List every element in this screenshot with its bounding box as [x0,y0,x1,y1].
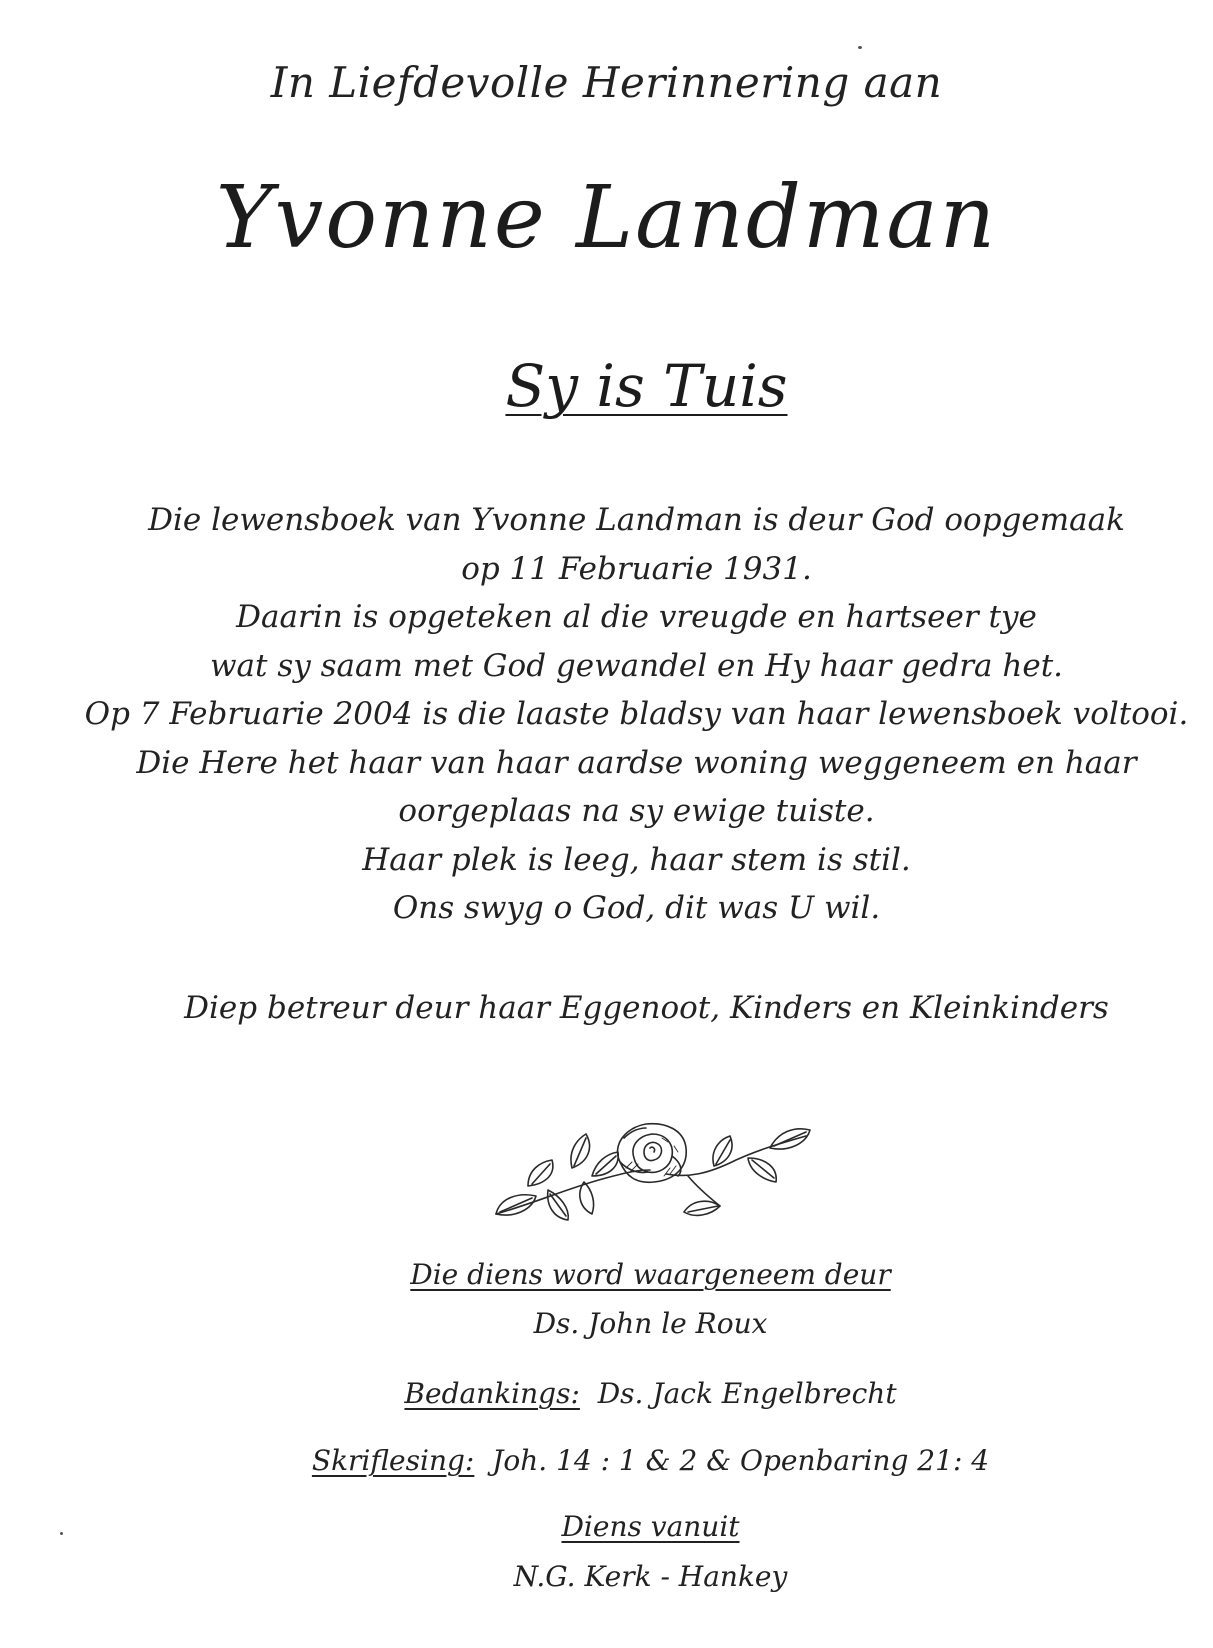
poem-line: Op 7 Februarie 2004 is die laaste bladsy van haar lewensboek voltooi. [84,696,1189,732]
subtitle-text: Sy is Tuis [505,352,788,420]
service-venue: N.G. Kerk - Hankey [513,1560,788,1593]
scan-speck [858,46,862,49]
poem-line: wat sy saam met God gewandel en Hy haar gedra het. [209,647,1063,684]
thanks-value: Ds. Jack Engelbrecht [597,1377,897,1410]
poem-line: op 11 Februarie 1931. [461,550,812,587]
mourners-line: Diep betreur deur haar Eggenoot, Kinders en Kleinkinders [184,990,1109,1026]
service-reading [44,1444,1213,1477]
reading-value: Joh. 14 : 1 & 2 & Openbaring 21: 4 [492,1444,990,1477]
poem-line: oorgeplaas na sy ewige tuiste. [398,793,875,829]
poem-line: Ons swyg o God, dit was U wil. [392,890,881,926]
deceased-name: Yvonne Landman [215,168,998,268]
thanks-label: Bedankings: [404,1377,580,1410]
service-venue-label [44,1510,1213,1543]
subtitle [40,352,1213,420]
rose-icon [488,1118,820,1230]
poem-line: Daarin is opgeteken al die vreugde en hartseer tye [236,599,1037,635]
venue-label-text: Diens vanuit [561,1510,740,1543]
poem-line: Die lewensboek van Yvonne Landman is deur God oopgemaak [148,502,1125,538]
service-officiant: Ds. John le Roux [533,1307,768,1340]
poem-line: Die Here het haar van haar aardse woning weggeneem en haar [136,744,1137,781]
service-officiated-label [44,1258,1213,1291]
officiated-label-text: Die diens word waargeneem deur [410,1258,891,1291]
reading-label: Skriflesing: [311,1444,475,1477]
memorial-heading: In Liefdevolle Herinnering aan [270,58,943,107]
poem-line: Haar plek is leeg, haar stem is stil. [362,841,911,878]
scan-speck [60,1532,63,1535]
memorial-poem [30,496,1213,933]
service-thanks [44,1377,1213,1410]
